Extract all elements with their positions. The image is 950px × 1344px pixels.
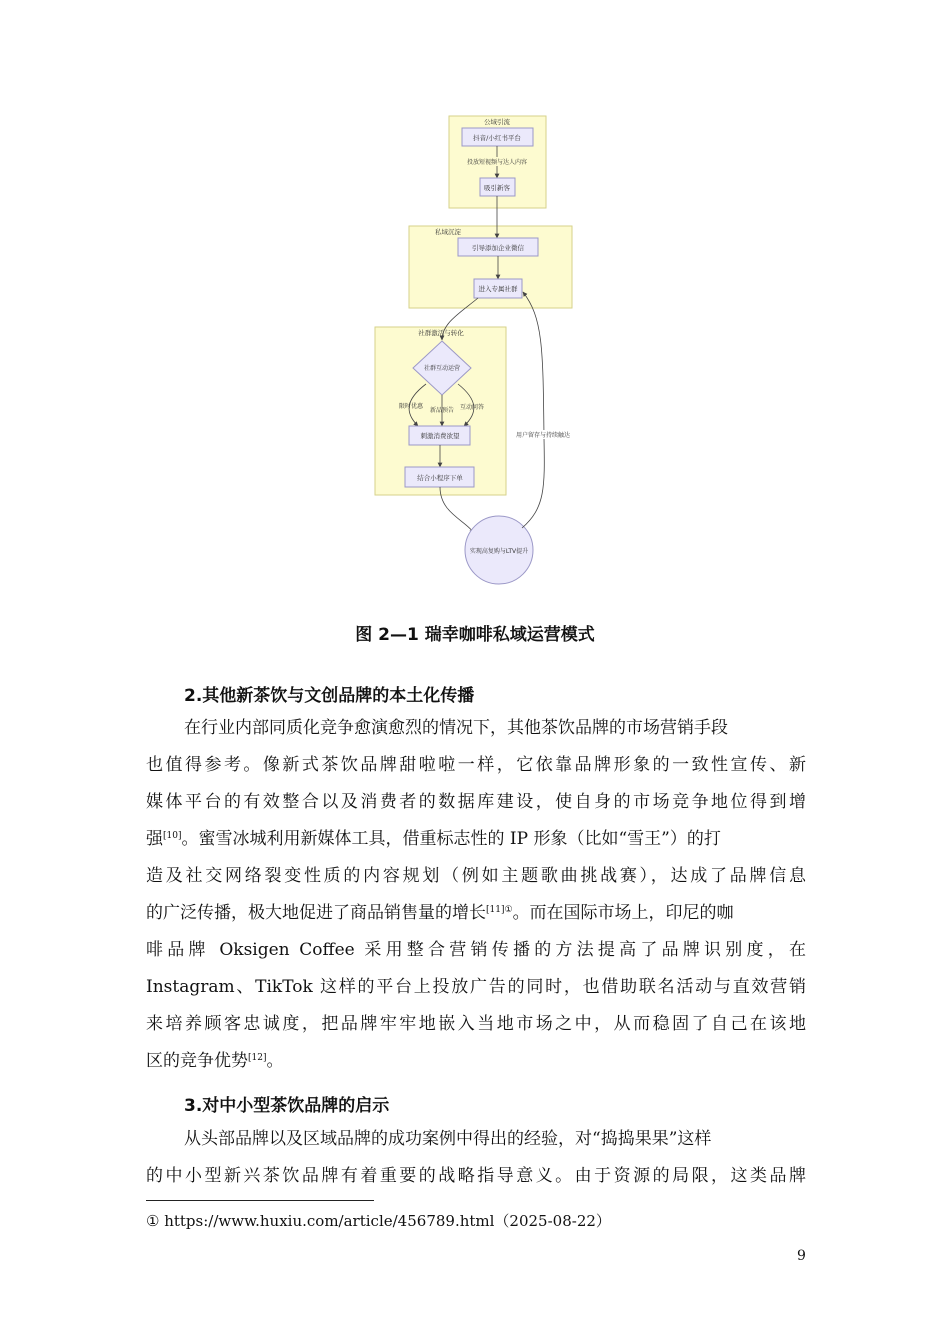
group-private-domain-title: 私域沉淀 [435, 228, 461, 236]
text-line: 啡品牌 Oksigen Coffee 采用整合营销传播的方法提高了品牌识别度，在 [146, 940, 806, 960]
section-heading-3: 3.对中小型茶饮品牌的启示 [184, 1096, 390, 1116]
edge-preview-label: 新品预告 [430, 407, 455, 414]
figure-caption: 图 2—1 瑞幸咖啡私域运营模式 [355, 625, 595, 645]
edge-discount-label: 限时优惠 [399, 403, 424, 410]
paragraph-implications [146, 1121, 806, 1195]
node-wechat-label: 引导添加企业微信 [472, 244, 524, 252]
edge-qa-label: 互动问答 [460, 404, 485, 411]
text-line: 强[10]。蜜雪冰城利用新媒体工具，借重标志性的 IP 形象（比如“雪王”）的打 [146, 829, 721, 849]
node-platform-label: 抖音/小红书平台 [473, 134, 521, 142]
flowchart [360, 108, 600, 598]
footnote: ① https://www.huxiu.com/article/456789.html（2025-08-22） [146, 1212, 611, 1230]
edge-ads-label: 投放短视频与达人内容 [466, 159, 528, 166]
group-activation-title: 社群激活与转化 [418, 329, 464, 337]
node-interact-label: 社群互动运营 [423, 365, 461, 372]
footnote-ref: ① [504, 905, 513, 915]
text-line: 在行业内部同质化竞争愈演愈烈的情况下，其他茶饮品牌的市场营销手段 [184, 718, 728, 738]
text-line: 也值得参考。像新式茶饮品牌甜啦啦一样，它依靠品牌形象的一致性宣传、新 [146, 755, 806, 775]
citation-ref: [12] [248, 1053, 267, 1063]
node-community-label: 进入专属社群 [478, 285, 518, 293]
node-new-customers-label: 吸引新客 [484, 184, 510, 192]
text-line: 来培养顾客忠诚度，把品牌牢牢地嵌入当地市场之中，从而稳固了自己在该地 [146, 1014, 806, 1034]
text-line: 的中小型新兴茶饮品牌有着重要的战略指导意义。由于资源的局限，这类品牌 [146, 1166, 806, 1186]
text-line: 的广泛传播，极大地促进了商品销售量的增长$^{[11]①}$。而在国际市场上，印尼的咖 [146, 903, 734, 923]
group-public-traffic-title: 公域引流 [484, 118, 510, 126]
node-ltv-label: 实现高复购与LTV提升 [469, 548, 529, 555]
footnote-divider [146, 1200, 374, 1201]
text-line: 媒体平台的有效整合以及消费者的数据库建设，使自身的市场竞争地位得到增 [146, 792, 806, 812]
section-heading-2: 2.其他新茶饮与文创品牌的本土化传播 [184, 686, 475, 706]
page-number: 9 [797, 1248, 806, 1264]
text-line: 造及社交网络裂变性质的内容规划（例如主题歌曲挑战赛），达成了品牌信息 [146, 866, 806, 886]
citation-ref: [11] [486, 905, 505, 915]
citation-ref: [10] [163, 831, 182, 841]
text-line: 从头部品牌以及区域品牌的成功案例中得出的经验，对“捣捣果果”这样 [184, 1129, 712, 1149]
node-order-label: 结合小程序下单 [417, 474, 463, 482]
text-line: 区的竞争优势[12]。 [146, 1051, 284, 1071]
edge-ltv-community [522, 292, 544, 528]
edge-retention-label: 用户留存与持续触达 [515, 432, 571, 439]
node-desire-label: 刺激消费欲望 [420, 432, 460, 440]
text-line: Instagram、TikTok 这样的平台上投放广告的同时，也借助联名活动与直效营销 [146, 977, 806, 997]
paragraph-other-brands [146, 710, 806, 1080]
